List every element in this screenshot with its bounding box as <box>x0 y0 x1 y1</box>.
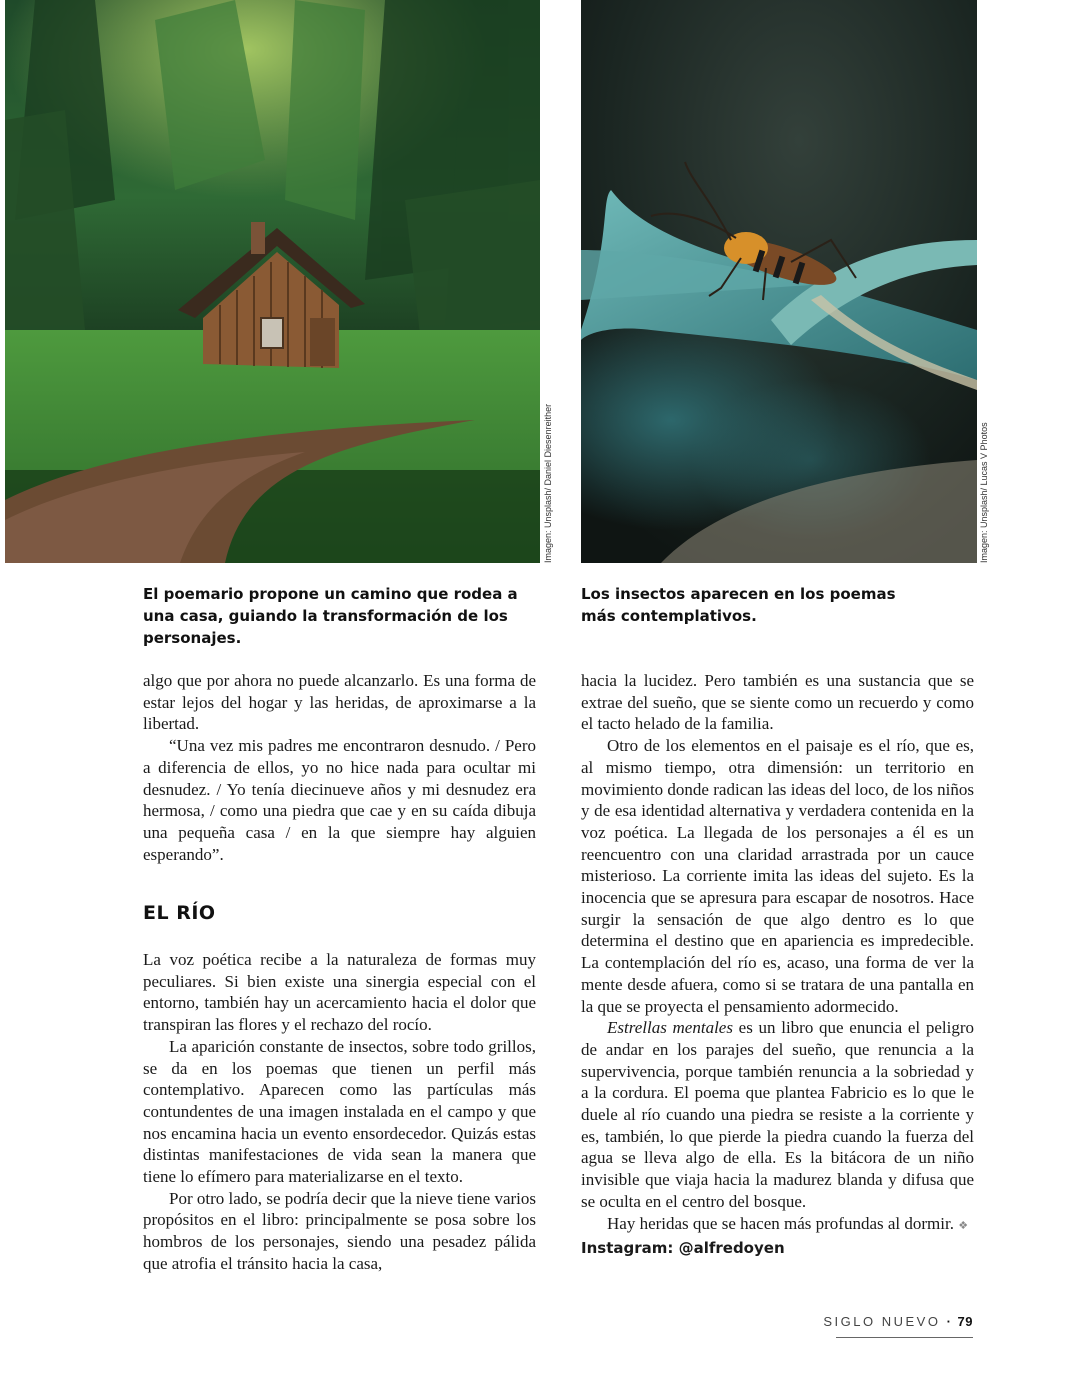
end-mark-icon: ❖ <box>958 1219 969 1232</box>
author-instagram: Instagram: @alfredoyen <box>581 1239 785 1258</box>
photo-caption-right: Los insectos aparecen en los poemas más contemplativos. <box>581 585 896 625</box>
closing-text: Hay heridas que se hacen más profundas al dormir. <box>607 1213 954 1233</box>
page-footer <box>823 1314 973 1329</box>
grasshopper-leaf-photo <box>581 0 977 563</box>
photo-caption-left: El poemario propone un camino que rodea a una casa, guiando la transformación de los personajes. <box>143 585 518 647</box>
paragraph: La voz poética recibe a la naturaleza de formas muy peculiares. Si bien existe una sinergia especial con el entorno, también hay un acercamiento hacia el dolor que transpiran las flores y el rechazo del rocío. <box>143 950 536 1035</box>
article-column-right <box>581 670 974 1259</box>
paragraph: hacia la lucidez. Pero también es una sustancia que se extrae del sueño, que se siente como un recuerdo y como el tacto helado de la familia. <box>581 671 974 734</box>
poem-quote: “Una vez mis padres me encontraron desnudo. / Pero a diferencia de ellos, yo no hice nada para ocultar mi desnudez. / Yo tenía diecinueve años y mi desnudez era hermosa, / como una piedra que cae y en su caída dibuja una pequeña casa / en la que siempre hay alguien esperando”. <box>143 736 536 864</box>
page-number: 79 <box>957 1314 973 1329</box>
magazine-name: SIGLO NUEVO <box>823 1314 941 1329</box>
paragraph-text: es un libro que enuncia el peligro de andar en los parajes del sueño, que renuncia a la supervivencia, porque también renuncia a la sobriedad y a la cordura. El poema que plantea Fabricio es lo que le duele al río cuando una piedra se resiste a la corriente y es, también, lo que pierde la piedra cuando la fuerza del agua se lleva algo de ella. Es la bitácora de un niño invisible que viaja hacia la madurez blanda y difusa que se oculta en el centro del bosque. <box>581 1018 974 1211</box>
paragraph: algo que por ahora no puede alcanzarlo. Es una forma de estar lejos del hogar y las heridas, de aproximarse a la libertad. <box>143 671 536 734</box>
book-title: Estrellas mentales <box>607 1018 733 1038</box>
photo-credit-left: Imagen: Unsplash/ Daniel Diesenreither <box>543 403 553 563</box>
section-heading: EL RÍO <box>143 902 216 925</box>
paragraph: La aparición constante de insectos, sobre todo grillos, se da en los poemas que tienen un perfil más contemplativo. Aparecen como las partículas más contundentes de una imagen instalada en el campo y que nos encamina hacia un evento ensordecedor. Quizás estas distintas manifestaciones de vida sean la manera que tiene lo efímero para materializarse en el texto. <box>143 1036 536 1187</box>
article-column-left <box>143 670 536 1275</box>
photo-credit-right: Imagen: Unsplash/ Lucas V Photos <box>979 422 989 563</box>
footer-separator: · <box>946 1314 952 1329</box>
forest-cabin-photo <box>5 0 540 563</box>
paragraph <box>581 1017 974 1212</box>
paragraph: Por otro lado, se podría decir que la nieve tiene varios propósitos en el libro: principalmente se posa sobre los hombros de los personajes, siendo una pesadez pálida que atrofia el tránsito hacia la casa, <box>143 1188 536 1273</box>
closing-paragraph <box>581 1213 974 1238</box>
footer-rule <box>836 1337 973 1338</box>
paragraph: Otro de los elementos en el paisaje es el río, que es, al mismo tiempo, otra dimensión: un territorio en movimiento donde radican las ideas del loco, de los niños y de esa identidad alternativa y verdadera contenida en la voz poética. La llegada de los personajes a él es un reencuentro con una claridad arrastrada por un cauce misterioso. La corriente imita las ideas del sujeto. Es la inocencia que se apresura para escapar de nosotros. Hace surgir la sensación de que algo dentro es lo que determina el destino que en apariencia es impredecible. La contemplación del río es, acaso, una forma de ver la mente desde afuera, como si se tratara de una pantalla en la que se proyecta el pensamiento adormecido. <box>581 736 974 1016</box>
